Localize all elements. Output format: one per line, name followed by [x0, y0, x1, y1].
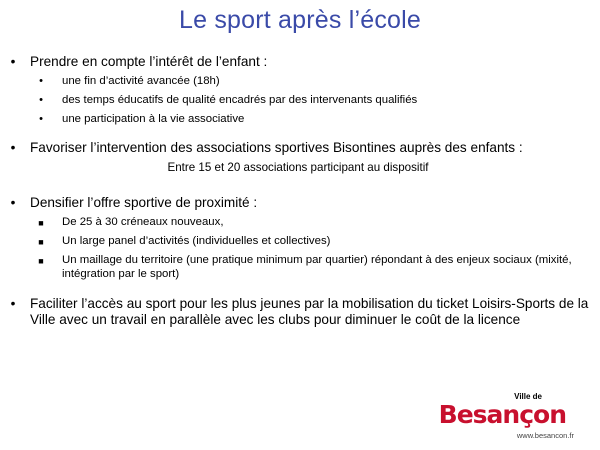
square-bullet-icon: ■	[38, 237, 44, 247]
sub-item	[6, 253, 590, 281]
bullet-icon: •	[10, 140, 16, 155]
bullet-icon: •	[39, 94, 43, 106]
bullet-icon: •	[39, 113, 43, 125]
sub-list-interet-enfant	[6, 74, 590, 126]
bullet-icon: •	[39, 75, 43, 87]
square-bullet-icon: ■	[38, 256, 44, 266]
bullet-item-ticket-loisirs	[6, 296, 590, 328]
bullet-text: Densifier l’offre sportive de proximité :	[30, 195, 258, 210]
bullet-icon: •	[10, 296, 16, 311]
slide-title: Le sport après l’école	[178, 6, 422, 34]
logo-name: Besançon	[438, 400, 566, 429]
sub-item-text: Un maillage du territoire (une pratique minimum par quartier) répondant à des enjeux sociaux (mixité, intégration par le sport)	[62, 254, 572, 280]
bullet-icon: •	[10, 195, 16, 210]
sub-item	[6, 234, 590, 248]
logo-ville-de: Ville de	[514, 392, 542, 401]
bullet-item-interet-enfant	[6, 54, 590, 70]
sub-item	[6, 215, 590, 229]
sub-item	[6, 112, 590, 126]
sub-item-text: des temps éducatifs de qualité encadrés par des intervenants qualifiés	[62, 94, 418, 106]
sub-item	[6, 74, 590, 88]
bullet-text: Faciliter l’accès au sport pour les plus jeunes par la mobilisation du ticket Loisirs-Sports de la Ville avec un travail en parallèle avec les clubs pour diminuer le coût de la licence	[30, 296, 589, 327]
bullet-text: Favoriser l’intervention des associations sportives Bisontines auprès des enfants :	[30, 140, 523, 155]
sub-item-text: une participation à la vie associative	[62, 113, 245, 125]
bullet-item-offre-sportive	[6, 195, 590, 211]
associations-note: Entre 15 et 20 associations participant au dispositif	[167, 161, 429, 174]
besancon-logo	[438, 392, 574, 442]
bullet-text: Prendre en compte l’intérêt de l’enfant :	[30, 54, 268, 69]
slide-content	[6, 54, 590, 328]
sub-item-text: De 25 à 30 créneaux nouveaux,	[62, 216, 224, 228]
bullet-icon: •	[10, 54, 16, 69]
logo-url: www.besancon.fr	[516, 431, 574, 440]
sub-list-offre-sportive	[6, 215, 590, 281]
sub-item	[6, 93, 590, 107]
sub-item-text: Un large panel d’activités (individuelles et collectives)	[62, 235, 331, 247]
sub-item-text: une fin d’activité avancée (18h)	[62, 75, 220, 87]
bullet-item-associations	[6, 140, 590, 156]
square-bullet-icon: ■	[38, 218, 44, 228]
